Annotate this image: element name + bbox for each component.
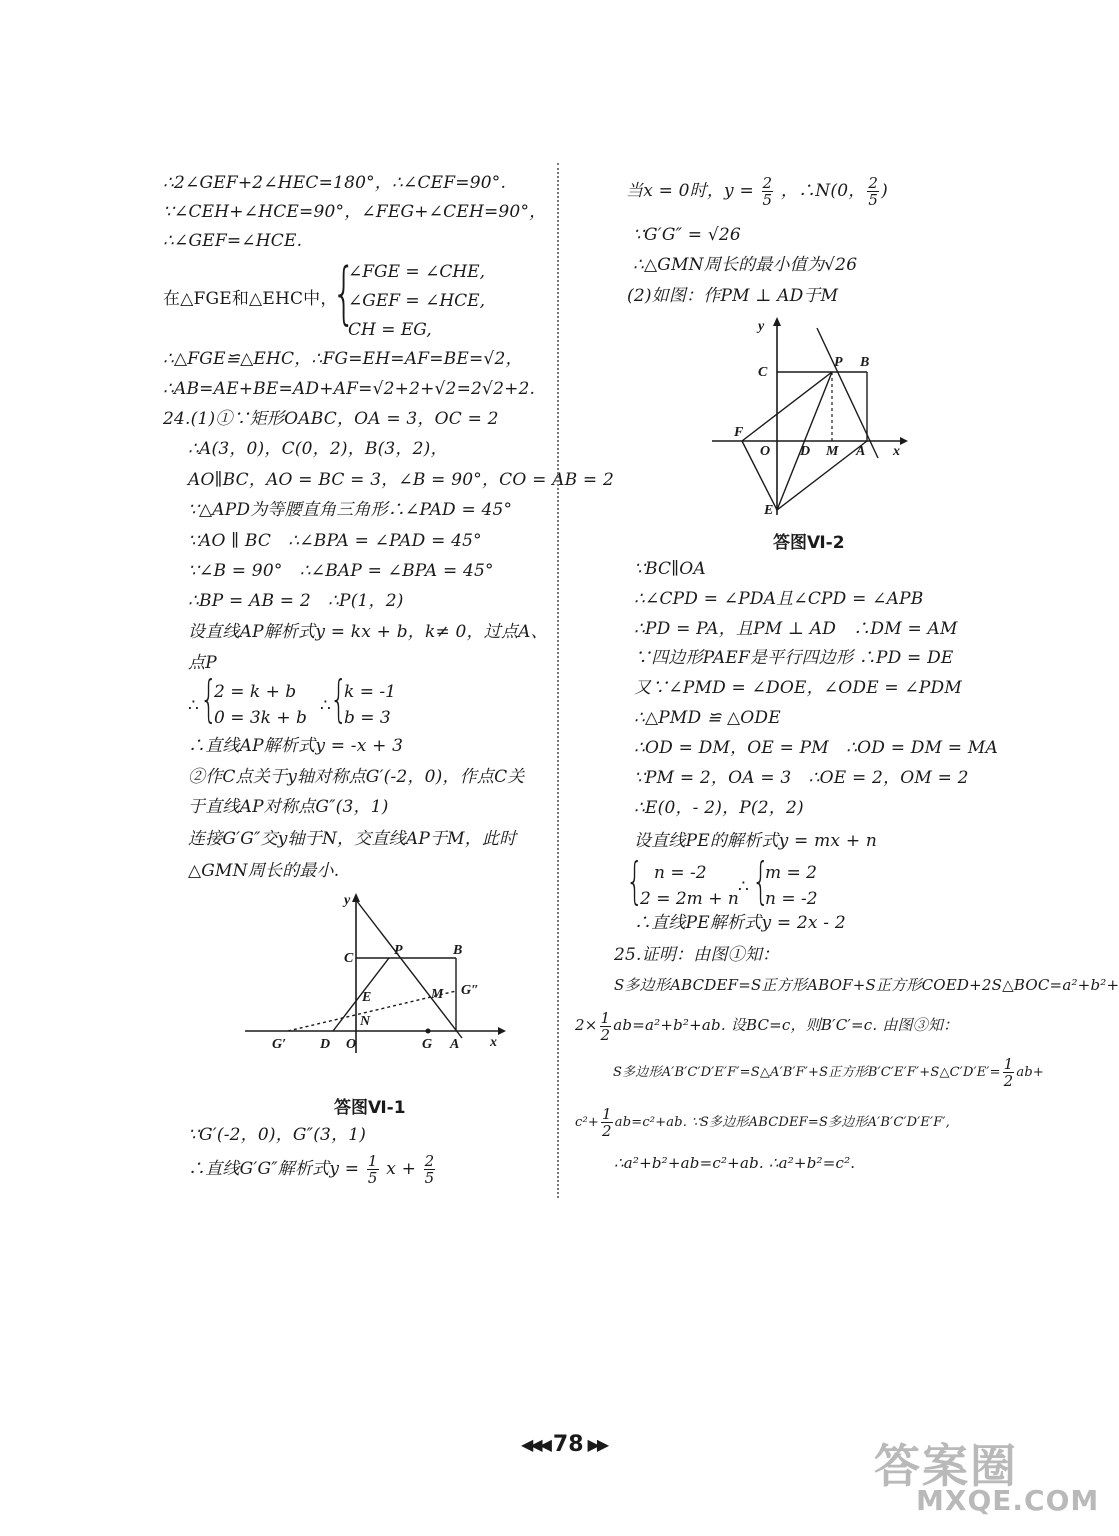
fig2-label: y [758, 319, 765, 334]
equation-system: m = 2 n = -2 [765, 863, 818, 909]
text-line: ∴直线AP解析式y = -x + 3 [188, 736, 404, 756]
text-line: ∴∠GEF=∠HCE. [163, 231, 303, 251]
text-line: ②作C点关于y轴对称点G′(-2，0)，作点C关 [188, 767, 525, 787]
fig1-label: G″ [461, 983, 479, 998]
text-line: ∴∠CPD = ∠PDA且∠CPD = ∠APB [634, 589, 924, 609]
fig1-label: G′ [272, 1037, 287, 1052]
text-line: ∴OD = DM，OE = PM ∴OD = DM = MA [634, 738, 998, 758]
text-line: ∵AO ∥ BC ∴∠BPA = ∠PAD = 45° [188, 531, 482, 551]
fig1-label: O [346, 1037, 357, 1052]
text-line: 2× $\frac{1}{2}$ ab=a²+b²+ab. 设BC=c，则B′C′=c. 由图③知： [575, 1008, 959, 1044]
text-line: ∴△GMN周长的最小值为√26 [633, 255, 858, 275]
text-line: ∴a²+b²+ab=c²+ab. ∴a²+b²=c². [614, 1154, 856, 1172]
fig1-label: D [320, 1037, 331, 1052]
text-line: ∴△PMD ≌ △ODE [634, 708, 781, 728]
text-line: ∵∠B = 90° ∴∠BAP = ∠BPA = 45° [188, 561, 494, 581]
fig1-label: P [394, 943, 403, 958]
text-line: ∴直线G′G″解析式y = $\frac{1}{5}$ x + $\frac{2}{5}$ [188, 1152, 435, 1187]
text-line: ∴PD = PA，且PM ⊥ AD ∴DM = AM [634, 619, 958, 639]
figure-caption: 答图Ⅵ-1 [334, 1098, 406, 1118]
fig2-label: D [800, 444, 811, 459]
fig1-label: C [344, 951, 354, 966]
fig1-label: B [453, 943, 463, 958]
page-number [521, 1432, 606, 1457]
fig1-label: E [362, 990, 372, 1005]
fig2-label: P [834, 355, 843, 370]
fig2-label: F [734, 425, 744, 440]
figure-vi-2 [710, 310, 910, 520]
right-arrows-icon: ▶▶ [587, 1435, 607, 1454]
text-line: ∴△FGE≌△EHC，∴FG=EH=AF=BE=√2， [163, 349, 523, 369]
fig2-label: E [764, 503, 774, 518]
text-line: ∵四边形PAEF是平行四边形 ∴PD = DE [634, 648, 954, 668]
text-line: AO∥BC，AO = BC = 3，∠B = 90°，CO = AB = 2 [188, 470, 614, 490]
fig1-label: N [360, 1014, 371, 1029]
equation-system: k = -1 b = 3 [344, 682, 396, 728]
page-number-text: 78 [552, 1432, 584, 1457]
equation-system: ∠FGE = ∠CHE, ∠GEF = ∠HCE, CH = EG, [348, 262, 485, 340]
text-line: c²+ $\frac{1}{2}$ ab=c²+ab. ∵S多边形ABCDEF=S多边形A′B′C′D′E′F′, [575, 1105, 950, 1140]
fig1-label: x [490, 1035, 497, 1050]
brace: { [332, 254, 356, 333]
therefore-symbol: ∴ [320, 696, 332, 716]
equation-system: 2 = k + b 0 = 3k + b [214, 682, 307, 728]
fig1-label: G [422, 1037, 433, 1052]
line-ap [356, 900, 462, 1038]
text-line: 设直线PE的解析式y = mx + n [634, 831, 878, 851]
text-line: S多边形A′B′C′D′E′F′=S△A′B′F′+S正方形B′C′E′F′+S△C′D′E′= $\frac{1}{2}$ ab+ [613, 1055, 1044, 1090]
text-line: ∴A(3，0)，C(0，2)，B(3，2)， [188, 439, 448, 459]
text-line: ∴BP = AB = 2 ∴P(1，2) [188, 591, 404, 611]
left-arrows-icon: ◀◀◀ [521, 1435, 549, 1454]
column-divider [557, 163, 559, 1198]
therefore-symbol: ∴ [738, 877, 750, 897]
text-line: ∵∠CEH+∠HCE=90°，∠FEG+∠CEH=90°， [163, 202, 547, 222]
fig1-label: A [450, 1037, 460, 1052]
therefore-symbol: ∴ [188, 696, 200, 716]
figure-vi-1 [240, 888, 510, 1058]
text-line: ∵BC∥OA [634, 559, 706, 579]
fig1-label: y [344, 893, 351, 908]
text-line: ∵△APD为等腰直角三角形∴∠PAD = 45° [188, 500, 513, 520]
watermark-logo: 答案圈 MXQE.COM [874, 1439, 1100, 1517]
text-line: 24.(1)①∵矩形OABC，OA = 3，OC = 2 [163, 409, 499, 429]
fig2-label: x [893, 444, 900, 459]
text-line: 点P [188, 653, 217, 673]
text-line: ∴2∠GEF+2∠HEC=180°，∴∠CEF=90°. [163, 173, 507, 193]
line-ap [817, 328, 878, 458]
text-line: 又∵∠PMD = ∠DOE，∠ODE = ∠PDM [634, 678, 962, 698]
text-line: ∵G′G″ = √26 [633, 225, 741, 245]
brace: { [200, 670, 218, 728]
text-line: 设直线AP解析式y = kx + b，k≠ 0，过点A、 [188, 622, 548, 642]
text-line: ∵G′(-2，0)，G″(3，1) [188, 1125, 367, 1145]
text-line: ∴直线PE解析式y = 2x - 2 [634, 913, 846, 933]
text-line: △GMN周长的最小. [188, 861, 340, 881]
point-g [426, 1029, 431, 1034]
text-line: (2)如图：作PM ⊥ AD于M [627, 286, 839, 306]
text-line: 在△FGE和△EHC中， [163, 289, 338, 309]
text-line: ∴AB=AE+BE=AD+AF=√2+2+√2=2√2+2. [163, 379, 536, 399]
fig2-label: B [860, 355, 870, 370]
equation-system: n = -2 2 = 2m + n [640, 863, 739, 909]
brace: { [626, 852, 644, 910]
fig2-label: C [758, 365, 768, 380]
figure-caption: 答图Ⅵ-2 [773, 533, 845, 553]
fig2-label: M [826, 444, 839, 459]
text-line: ∵PM = 2，OA = 3 ∴OE = 2，OM = 2 [634, 768, 969, 788]
brace: { [752, 852, 770, 910]
text-line: 25.证明：由图①知： [614, 945, 780, 965]
text-line: 当x = 0时，y = $\frac{2}{5}$ ，∴N(0， $\frac{2}{5}$ ) [626, 174, 889, 209]
brace: { [330, 670, 348, 728]
text-line: 于直线AP对称点G″(3，1) [188, 797, 389, 817]
text-line: ∴E(0，- 2)，P(2，2) [634, 798, 804, 818]
text-line: 连接G′G″交y轴于N，交直线AP于M，此时 [188, 829, 517, 849]
text-line: S多边形ABCDEF=S正方形ABOF+S正方形COED+2S△BOC=a²+b²+ [614, 976, 1119, 994]
fig2-label: A [856, 444, 866, 459]
fig1-label: M [431, 987, 444, 1002]
fig2-label: O [760, 444, 771, 459]
